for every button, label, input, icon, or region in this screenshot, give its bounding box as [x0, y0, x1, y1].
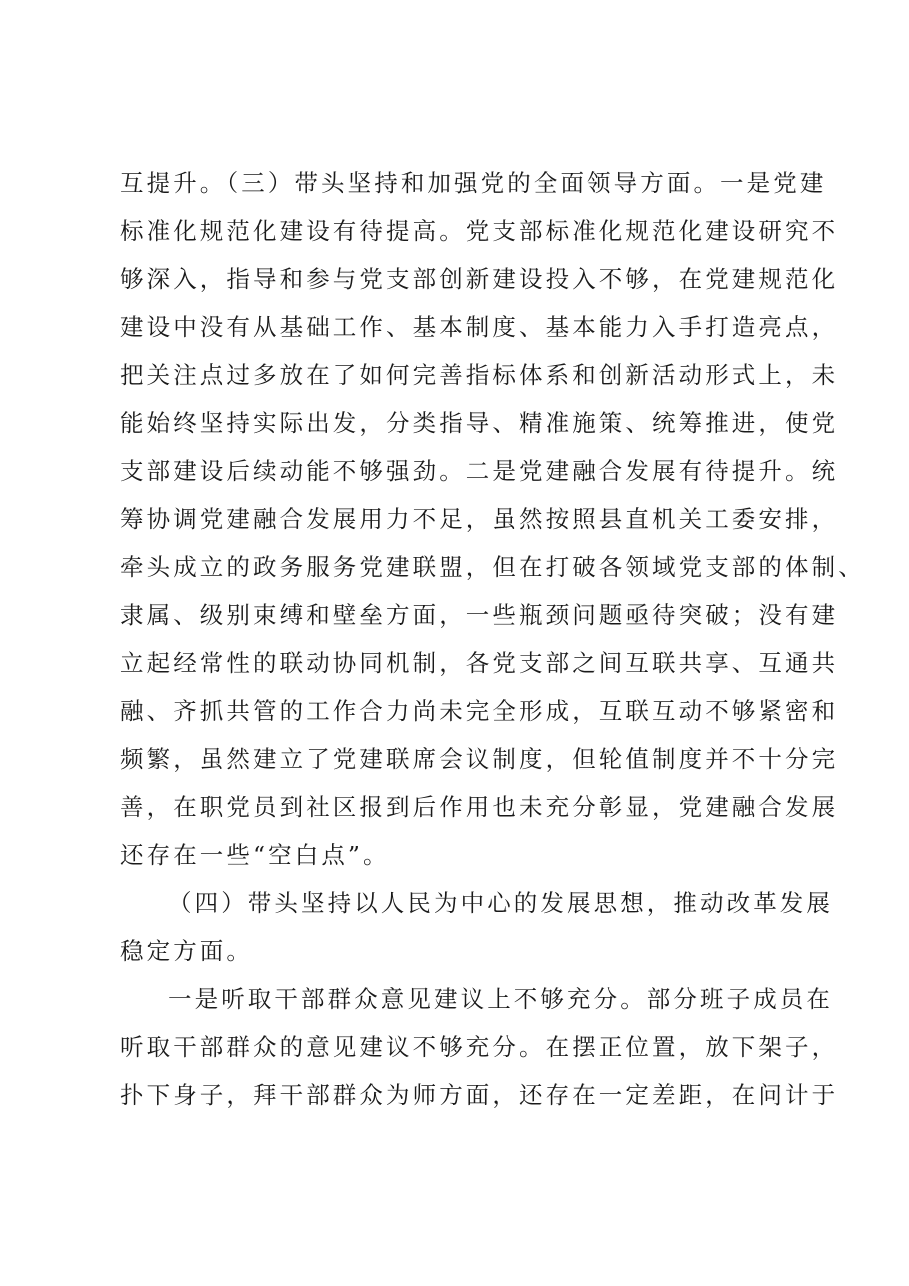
text-line: 立起经常性的联动协同机制，各党支部之间互联共享、互通共 — [120, 649, 839, 677]
text-line: 善，在职党员到社区报到后作用也未充分彰显，党建融合发展 — [120, 793, 839, 821]
text-line: 互提升。（三）带头坚持和加强党的全面领导方面。一是党建 — [120, 169, 827, 197]
text-line: 建设中没有从基础工作、基本制度、基本能力入手打造亮点， — [120, 313, 839, 341]
text-line: 标准化规范化建设有待提高。党支部标准化规范化建设研究不 — [120, 217, 839, 245]
text-line: 支部建设后续动能不够强劲。二是党建融合发展有待提升。统 — [120, 457, 839, 485]
text-line: 扑下身子，拜干部群众为师方面，还存在一定差距，在问计于 — [120, 1081, 839, 1109]
text-line: 还存在一些“空白点”。 — [120, 841, 390, 869]
text-line: 一是听取干部群众意见建议上不够充分。部分班子成员在 — [168, 985, 833, 1013]
text-line: 融、齐抓共管的工作合力尚未完全形成，互联互动不够紧密和 — [120, 697, 839, 725]
text-line: 听取干部群众的意见建议不够充分。在摆正位置，放下架子， — [120, 1033, 839, 1061]
text-line: 牵头成立的政务服务党建联盟，但在打破各领域党支部的体制、 — [120, 553, 865, 581]
section-heading-line: （四）带头坚持以人民为中心的发展思想，推动改革发展 — [168, 889, 833, 917]
text-line: 隶属、级别束缚和壁垒方面，一些瓶颈问题亟待突破；没有建 — [120, 601, 839, 629]
section-heading-line: 稳定方面。 — [120, 937, 253, 965]
text-line: 把关注点过多放在了如何完善指标体系和创新活动形式上，未 — [120, 361, 839, 389]
text-line: 频繁，虽然建立了党建联席会议制度，但轮值制度并不十分完 — [120, 745, 839, 773]
text-line: 能始终坚持实际出发，分类指导、精准施策、统筹推进，使党 — [120, 409, 839, 437]
text-line: 筹协调党建融合发展用力不足，虽然按照县直机关工委安排， — [120, 505, 839, 533]
text-line: 够深入，指导和参与党支部创新建设投入不够，在党建规范化 — [120, 265, 839, 293]
